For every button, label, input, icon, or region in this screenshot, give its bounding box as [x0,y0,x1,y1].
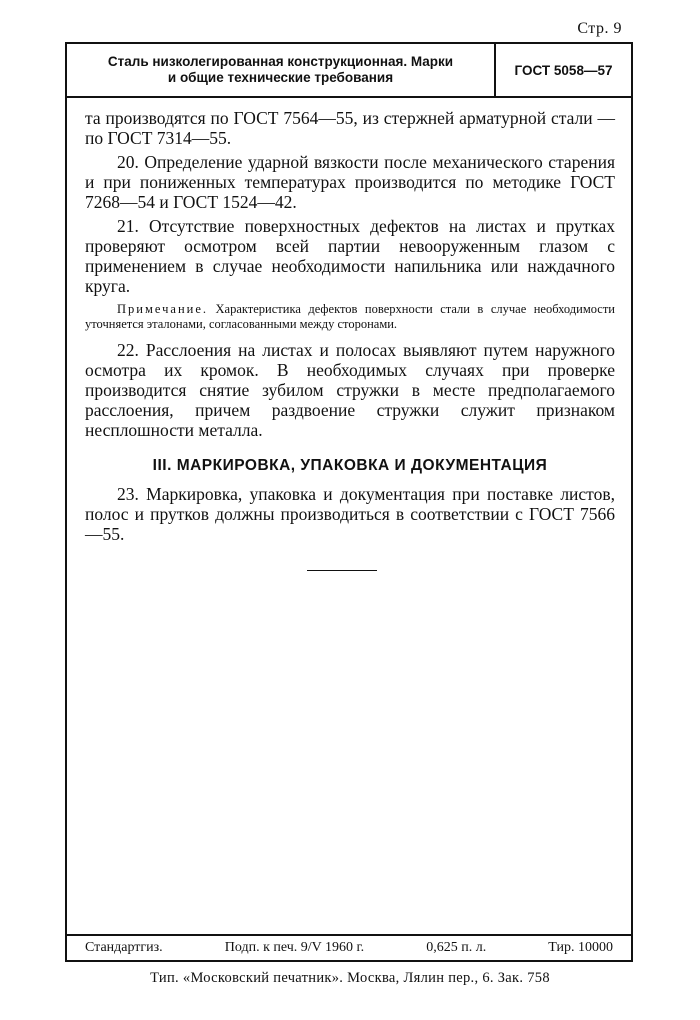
note-label: Примечание. [117,302,209,316]
publication-footer [67,934,631,960]
standard-title [67,44,494,96]
note-text: Характеристика дефектов поверхности стали в случае необходимости уточняется эталонами, согласованными между сторонами. [85,302,615,331]
section-title: III. МАРКИРОВКА, УПАКОВКА И ДОКУМЕНТАЦИЯ [152,457,548,474]
printer-imprint: Тип. «Московский печатник». Москва, Лялин пер., 6. Зак. 758 [150,970,550,986]
standard-code: ГОСТ 5058—57 [494,44,631,96]
standard-title-line-2: и общие технические требования [167,70,394,85]
page-frame [65,42,633,962]
paragraph-20: 20. Определение ударной вязкости после механического старения и при пониженных температурах производится по методике ГОСТ 7268—54 и ГОСТ 1524—42. [85,152,615,212]
paragraph-22: 22. Расслоения на листах и полосах выявляют путем наружного осмотра их кромок. В необходимых случаях при проверке производится снятие зубилом стружки в месте предполагаемого расслоения, причем раздвоение стружки служит признаком несплошности металла. [85,340,615,440]
end-rule [307,570,377,571]
standard-header [67,44,631,98]
footer-sheets: 0,625 п. л. [426,940,487,955]
page-number: Стр. 9 [577,20,622,37]
paragraph-continuation: та производятся по ГОСТ 7564—55, из стержней арматурной стали — по ГОСТ 7314—55. [85,108,615,148]
footer-publisher: Стандартгиз. [85,940,163,955]
paragraph-23: 23. Маркировка, упаковка и документация при поставке листов, полос и прутков должны производиться в соответствии с ГОСТ 7566—55. [85,484,615,544]
footer-run: Тир. 10000 [548,940,613,955]
document-body [85,108,615,548]
footer-signed: Подп. к печ. 9/V 1960 г. [224,940,365,955]
note [85,302,615,332]
standard-title-line-1: Сталь низколегированная конструкционная. Марки [107,54,454,69]
paragraph-21: 21. Отсутствие поверхностных дефектов на листах и прутках проверяют осмотром всей партии невооруженным глазом с применением в случае необходимости напильника или наждачного круга. [85,216,615,296]
